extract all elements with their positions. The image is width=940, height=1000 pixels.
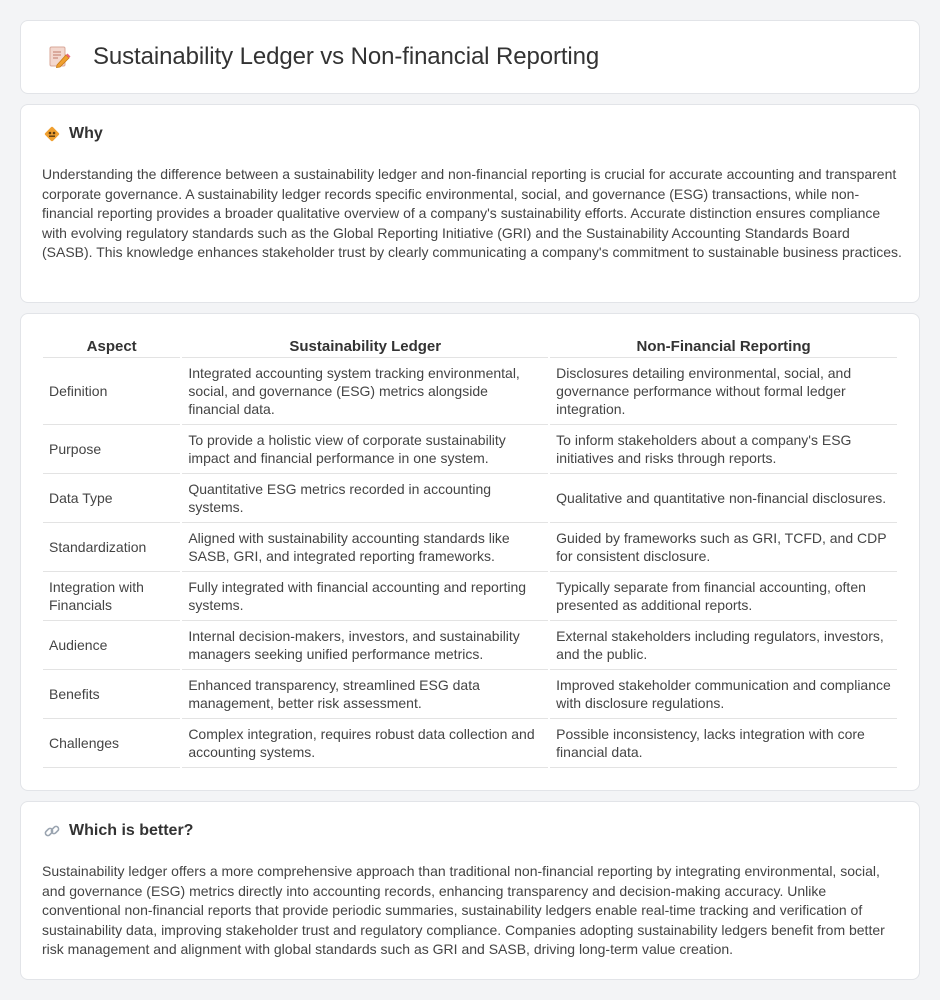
- row-aspect: Standardization: [43, 523, 180, 572]
- why-section: [20, 104, 920, 303]
- table-row: [43, 670, 897, 719]
- row-aspect: Definition: [43, 358, 180, 425]
- table-row: [43, 474, 897, 523]
- row-ledger: Internal decision-makers, investors, and sustainability managers seeking unified performance metrics.: [182, 621, 548, 670]
- better-title: Which is better?: [69, 822, 194, 839]
- comparison-table: [41, 336, 899, 768]
- row-aspect: Purpose: [43, 425, 180, 474]
- which-is-better-section: [20, 801, 920, 980]
- why-heading-row: [43, 125, 103, 143]
- table-row: [43, 572, 897, 621]
- row-aspect: Benefits: [43, 670, 180, 719]
- better-heading-row: [43, 822, 193, 840]
- why-text: Understanding the difference between a sustainability ledger and non-financial reporting is crucial for accurate accounting and transparent corporate governance. A sustainability ledger records specific environmental, social, and governance (ESG) transactions, while non-financial reporting provides a broader qualitative overview of a company's sustainability efforts. Accurate distinction ensures compliance with evolving regulatory standards such as the Global Reporting Initiative (GRI) and the Sustainability Accounting Standards Board (SASB). This knowledge enhances stakeholder trust by clearly communicating a company's commitment to sustainable business practices.: [42, 166, 902, 261]
- header-aspect: Aspect: [43, 336, 180, 358]
- table-row: [43, 621, 897, 670]
- comparison-section: [20, 313, 920, 791]
- row-ledger: To provide a holistic view of corporate sustainability impact and financial performance in one system.: [182, 425, 548, 474]
- row-non-financial: External stakeholders including regulators, investors, and the public.: [550, 621, 897, 670]
- table-header-row: [43, 336, 897, 358]
- row-aspect: Data Type: [43, 474, 180, 523]
- table-row: [43, 523, 897, 572]
- header-sustainability-ledger: Sustainability Ledger: [182, 336, 548, 358]
- row-ledger: Complex integration, requires robust data collection and accounting systems.: [182, 719, 548, 768]
- table-row: [43, 719, 897, 768]
- document-pencil-icon: [45, 43, 73, 71]
- page-title: Sustainability Ledger vs Non-financial Reporting: [93, 43, 600, 70]
- table-row: [43, 358, 897, 425]
- row-non-financial: Improved stakeholder communication and compliance with disclosure regulations.: [550, 670, 897, 719]
- row-non-financial: Possible inconsistency, lacks integration with core financial data.: [550, 719, 897, 768]
- row-aspect: Challenges: [43, 719, 180, 768]
- page-title-row: [45, 43, 599, 71]
- row-non-financial: To inform stakeholders about a company's ESG initiatives and risks through reports.: [550, 425, 897, 474]
- row-non-financial: Disclosures detailing environmental, social, and governance performance without formal ledger integration.: [550, 358, 897, 425]
- row-ledger: Integrated accounting system tracking environmental, social, and governance (ESG) metrics alongside financial data.: [182, 358, 548, 425]
- row-ledger: Quantitative ESG metrics recorded in accounting systems.: [182, 474, 548, 523]
- row-non-financial: Typically separate from financial accounting, often presented as additional reports.: [550, 572, 897, 621]
- row-ledger: Fully integrated with financial accounting and reporting systems.: [182, 572, 548, 621]
- header-non-financial-reporting: Non-Financial Reporting: [550, 336, 897, 358]
- row-non-financial: Qualitative and quantitative non-financial disclosures.: [550, 474, 897, 523]
- row-ledger: Aligned with sustainability accounting standards like SASB, GRI, and integrated reporting frameworks.: [182, 523, 548, 572]
- link-icon: [43, 822, 61, 840]
- row-non-financial: Guided by frameworks such as GRI, TCFD, and CDP for consistent disclosure.: [550, 523, 897, 572]
- row-aspect: Integration with Financials: [43, 572, 180, 621]
- row-aspect: Audience: [43, 621, 180, 670]
- header-card: [20, 20, 920, 94]
- diamond-sign-icon: [43, 125, 61, 143]
- why-title: Why: [69, 125, 103, 142]
- table-row: [43, 425, 897, 474]
- better-text: Sustainability ledger offers a more comprehensive approach than traditional non-financial reporting by integrating environmental, social, and governance (ESG) metrics directly into accounting records, enhancing transparency and decision-making accuracy. Unlike conventional non-financial reports that provide periodic summaries, sustainability ledgers enable real-time tracking and verification of sustainability data, improving stakeholder trust and regulatory compliance. Companies adopting sustainability ledgers benefit from better risk management and alignment with global standards such as GRI and SASB, driving long-term value creation.: [42, 863, 885, 958]
- row-ledger: Enhanced transparency, streamlined ESG data management, better risk assessment.: [182, 670, 548, 719]
